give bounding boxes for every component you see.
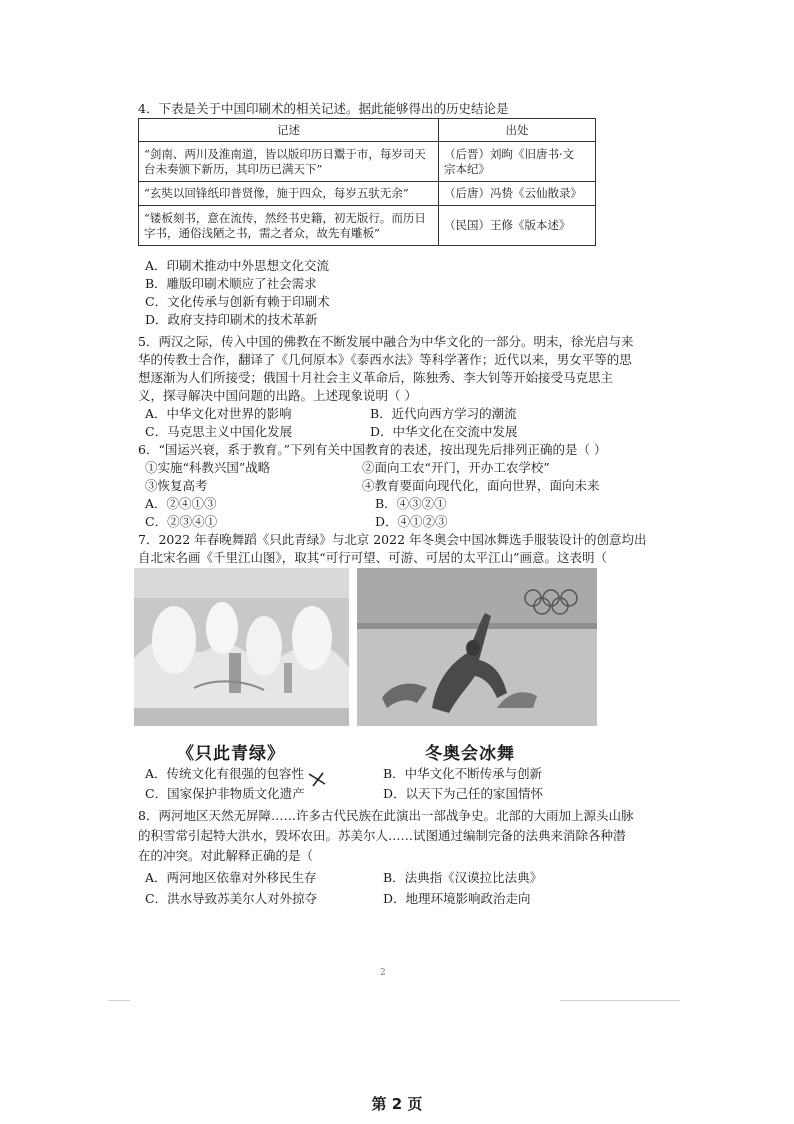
table-row [139,206,596,246]
q6-option-d[interactable]: D．④①②③ [375,514,448,529]
q6-option-a[interactable]: A．②④①③ [145,496,217,511]
table-header-source: 出处 [439,119,596,142]
page-number-small: 2 [380,968,386,978]
handwritten-mark-icon [307,770,329,788]
q4-source-table [138,118,596,246]
q4-option-c[interactable]: C．文化传承与创新有赖于印刷术 [145,294,330,309]
q8-option-a[interactable]: A．两河地区依靠对外移民生存 [145,870,317,885]
q8-stem-line-1: 8．两河地区天然无屏障……许多古代民族在此演出一部战争史。北部的大雨加上源头山脉 [138,808,634,823]
table-header-row [139,119,596,142]
q5-option-d[interactable]: D．中华文化在交流中发展 [370,424,518,439]
q5-stem-line-1: 5．两汉之际，传入中国的佛教在不断发展中融合为中华文化的一部分。明末，徐光启与来 [138,334,634,349]
q6-item-4: ④教育要面向现代化，面向世界，面向未来 [362,478,600,493]
q7-stem-line-2: 自北宋名画《千里江山图》，取其“可行可望、可游、可居的太平江山”画意。这表明（ [138,550,608,565]
q7-stem-line-1: 7．2022 年春晚舞蹈《只此青绿》与北京 2022 年冬奥会中国冰舞选手服装设计的创意均出 [138,532,647,547]
q5-stem-line-2: 华的传教士合作，翻译了《几何原本》《泰西水法》等科学著作；近代以来，男女平等的思 [138,352,632,367]
q6-option-b[interactable]: B．④③②① [375,496,447,511]
table-row [139,142,596,182]
table-row [139,182,596,206]
q5-stem-line-4: 义，探寻解决中国问题的出路。上述现象说明（ ） [138,388,417,403]
divider [560,1000,680,1001]
q8-stem-line-3: 在的冲突。对此解释正确的是（ [138,848,314,863]
caption-ice-dance: 冬奥会冰舞 [425,744,515,764]
ice-dance-photo-graphic [357,568,597,726]
table-cell-source: （后晋）刘昫《旧唐书·文 宗本纪》 [439,142,596,182]
table-cell-record: “镂板刻书，意在流传，然经书史籍，初无版行。而历日 字书，通俗浅陋之书，需之者众，故先有雕板” [139,206,439,246]
q6-item-1: ①实施“科教兴国”战略 [145,460,271,475]
q4-option-d[interactable]: D．政府支持印刷术的技术革新 [145,312,318,327]
q5-option-c[interactable]: C．马克思主义中国化发展 [145,424,293,439]
q7-option-b[interactable]: B．中华文化不断传承与创新 [383,766,543,781]
table-header-record: 记述 [139,119,439,142]
q5-option-b[interactable]: B．近代向西方学习的潮流 [370,406,517,421]
q7-option-d[interactable]: D．以天下为己任的家国情怀 [383,786,544,801]
q5-option-a[interactable]: A．中华文化对世界的影响 [145,406,292,421]
dance-photo-graphic [134,568,349,726]
q5-stem-line-3: 想逐渐为人们所接受；俄国十月社会主义革命后，陈独秀、李大钊等开始接受马克思主 [138,370,614,385]
q6-option-c[interactable]: C．②③④① [145,514,218,529]
divider [108,1000,130,1001]
q8-option-b[interactable]: B．法典指《汉谟拉比法典》 [383,870,543,885]
q8-option-c[interactable]: C．洪水导致苏美尔人对外掠夺 [145,891,318,906]
caption-dance: 《只此青绿》 [177,744,285,764]
table-cell-record: “玄奘以回锋纸印普贤像，施于四众，每岁五驮无余” [139,182,439,206]
dance-photo [134,568,349,726]
q8-stem-line-2: 的积雪常引起特大洪水，毁坏农田。苏美尔人……试图通过编制完备的法典来消除各种潜 [138,828,626,843]
q8-option-d[interactable]: D．地理环境影响政治走向 [383,891,531,906]
q6-item-3: ③恢复高考 [145,478,208,493]
page-footer: 第 2 页 [371,1095,423,1113]
table-cell-record: “剑南、两川及淮南道，皆以版印历日鬻于市，每岁司天 台未奏颁下新历，其印历已满天下” [139,142,439,182]
q4-option-b[interactable]: B．雕版印刷术顺应了社会需求 [145,276,317,291]
table-cell-source: （民国）王修《版本述》 [439,206,596,246]
q7-option-c[interactable]: C．国家保护非物质文化遗产 [145,786,305,801]
table-cell-source: （后唐）冯贽《云仙散录》 [439,182,596,206]
q7-option-a[interactable]: A．传统文化有很强的包容性 [145,766,305,781]
q4-option-a[interactable]: A．印刷术推动中外思想文化交流 [145,258,330,273]
q4-stem: 4．下表是关于中国印刷术的相关记述。据此能够得出的历史结论是 [138,101,509,116]
q6-stem: 6．“国运兴衰，系于教育。”下列有关中国教育的表述，按出现先后排列正确的是（ ） [138,442,607,457]
ice-dance-photo [357,568,597,726]
q6-item-2: ②面向工农“开门，开办工农学校” [362,460,550,475]
